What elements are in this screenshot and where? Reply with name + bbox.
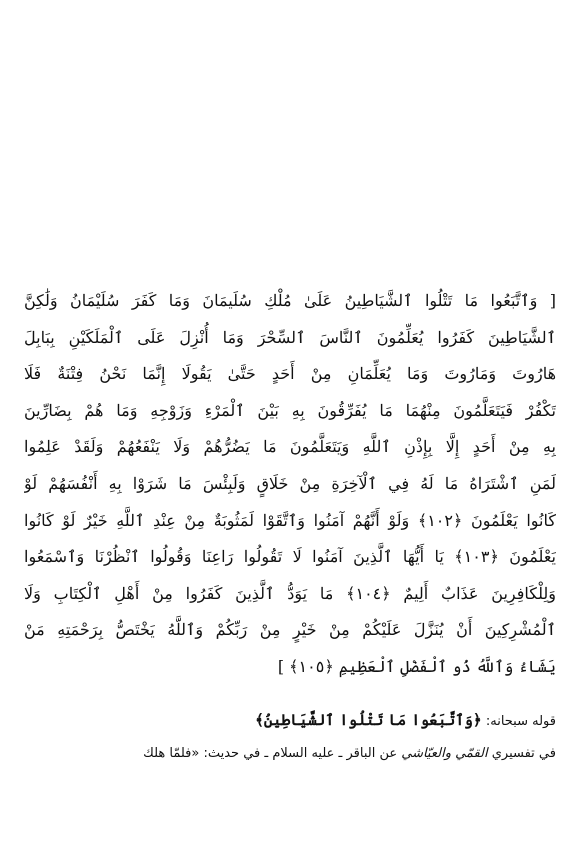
verse-line-4: تَكْفُرْ فَيَتَعَلَّمُونَ مِنْهُمَا مَا يُفَرِّقُونَ بِهِ بَيْنَ ٱلْمَرْءِ وَزَوْجِهِ وَمَا هُمْ بِضَارِّينَ (24, 400, 556, 420)
verse-line-8: يَعْلَمُونَ ﴿١٠٣﴾ يَا أَيُّهَا ٱلَّذِينَ آمَنُوا لَا تَقُولُوا رَاعِنَا وَقُولُوا ٱنْظُرْنَا وَٱسْمَعُوا (24, 547, 556, 567)
commentary-text-c: عن الباقر ـ عليه السلام ـ في حديث: «فلمّا هلك (143, 746, 402, 761)
commentary-text-a: في تفسيري (487, 746, 556, 761)
verse-line-3: هَارُوتَ وَمَارُوتَ وَمَا يُعَلِّمَانِ مِنْ أَحَدٍ حَتَّىٰ يَقُولَا إِنَّمَا نَحْنُ فِتْنَةٌ فَلَا (24, 364, 556, 384)
commentary-intro: قوله سبحانه: (485, 714, 556, 729)
verse-line-6: لَمَنِ ٱشْتَرَاهُ مَا لَهُ فِي ٱلْآخِرَةِ مِنْ خَلَاقٍ وَلَبِئْسَ مَا شَرَوْا بِهِ أَنْفُسَهُمْ لَوْ (24, 473, 556, 493)
verse-line-5: بِهِ مِنْ أَحَدٍ إِلَّا بِإِذْنِ ٱللَّهِ وَيَتَعَلَّمُونَ مَا يَضُرُّهُمْ وَلَا يَنْفَعُهُمْ وَلَقَدْ عَلِمُوا (24, 437, 556, 457)
verse-line-1: [ وَٱتَّبَعُوا مَا تَتْلُوا ٱلشَّيَاطِينُ عَلَىٰ مُلْكِ سُلَيمَانَ وَمَا كَفَرَ سُلَيْمَانُ وَلَٰكِنَّ (24, 291, 556, 310)
commentary-block (24, 703, 556, 771)
commentary-verse-quote: ﴿وَٱتَّبَعُوا مَا تَتْلُوا ٱلشَّيَاطِينُ﴾ (255, 711, 482, 729)
commentary-body-line (24, 737, 556, 771)
verse-line-7: كَانُوا يَعْلَمُونَ ﴿١٠٢﴾ وَلَوْ أَنَّهُمْ آمَنُوا وَٱتَّقَوْا لَمَثُوبَةٌ مِنْ عِنْدِ ٱللَّهِ خَيْرٌ لَوْ كَانُوا (24, 510, 556, 530)
verse-line-2: ٱلشَّيَاطِينَ كَفَرُوا يُعَلِّمُونَ ٱلنَّاسَ ٱلسِّحْرَ وَمَا أُنْزِلَ عَلَى ٱلْمَلَكَيْنِ بِبَابِلَ (24, 327, 556, 347)
commentary-source-names: القمّي والعيّاشي (401, 746, 488, 761)
commentary-heading-line (24, 703, 556, 737)
quran-verses-block (24, 283, 556, 686)
verse-line-11: يَشَاءُ وَٱللَّهُ ذُو ٱلْفَضْلِ ٱلْعَظِيمِ ﴿١٠٥﴾ ] (277, 656, 556, 676)
verse-line-9: وَلِلْكَافِرِينَ عَذَابٌ أَلِيمٌ ﴿١٠٤﴾ مَا يَوَدُّ ٱلَّذِينَ كَفَرُوا مِنْ أَهْلِ ٱلْكِتَابِ وَلَا (24, 583, 556, 603)
verse-line-10: ٱلْمُشْرِكِينَ أَنْ يُنَزَّلَ عَلَيْكُمْ مِنْ خَيْرٍ مِنْ رَبِّكُمْ وَٱللَّهُ يَخْتَصُّ بِرَحْمَتِهِ مَنْ (24, 620, 556, 640)
